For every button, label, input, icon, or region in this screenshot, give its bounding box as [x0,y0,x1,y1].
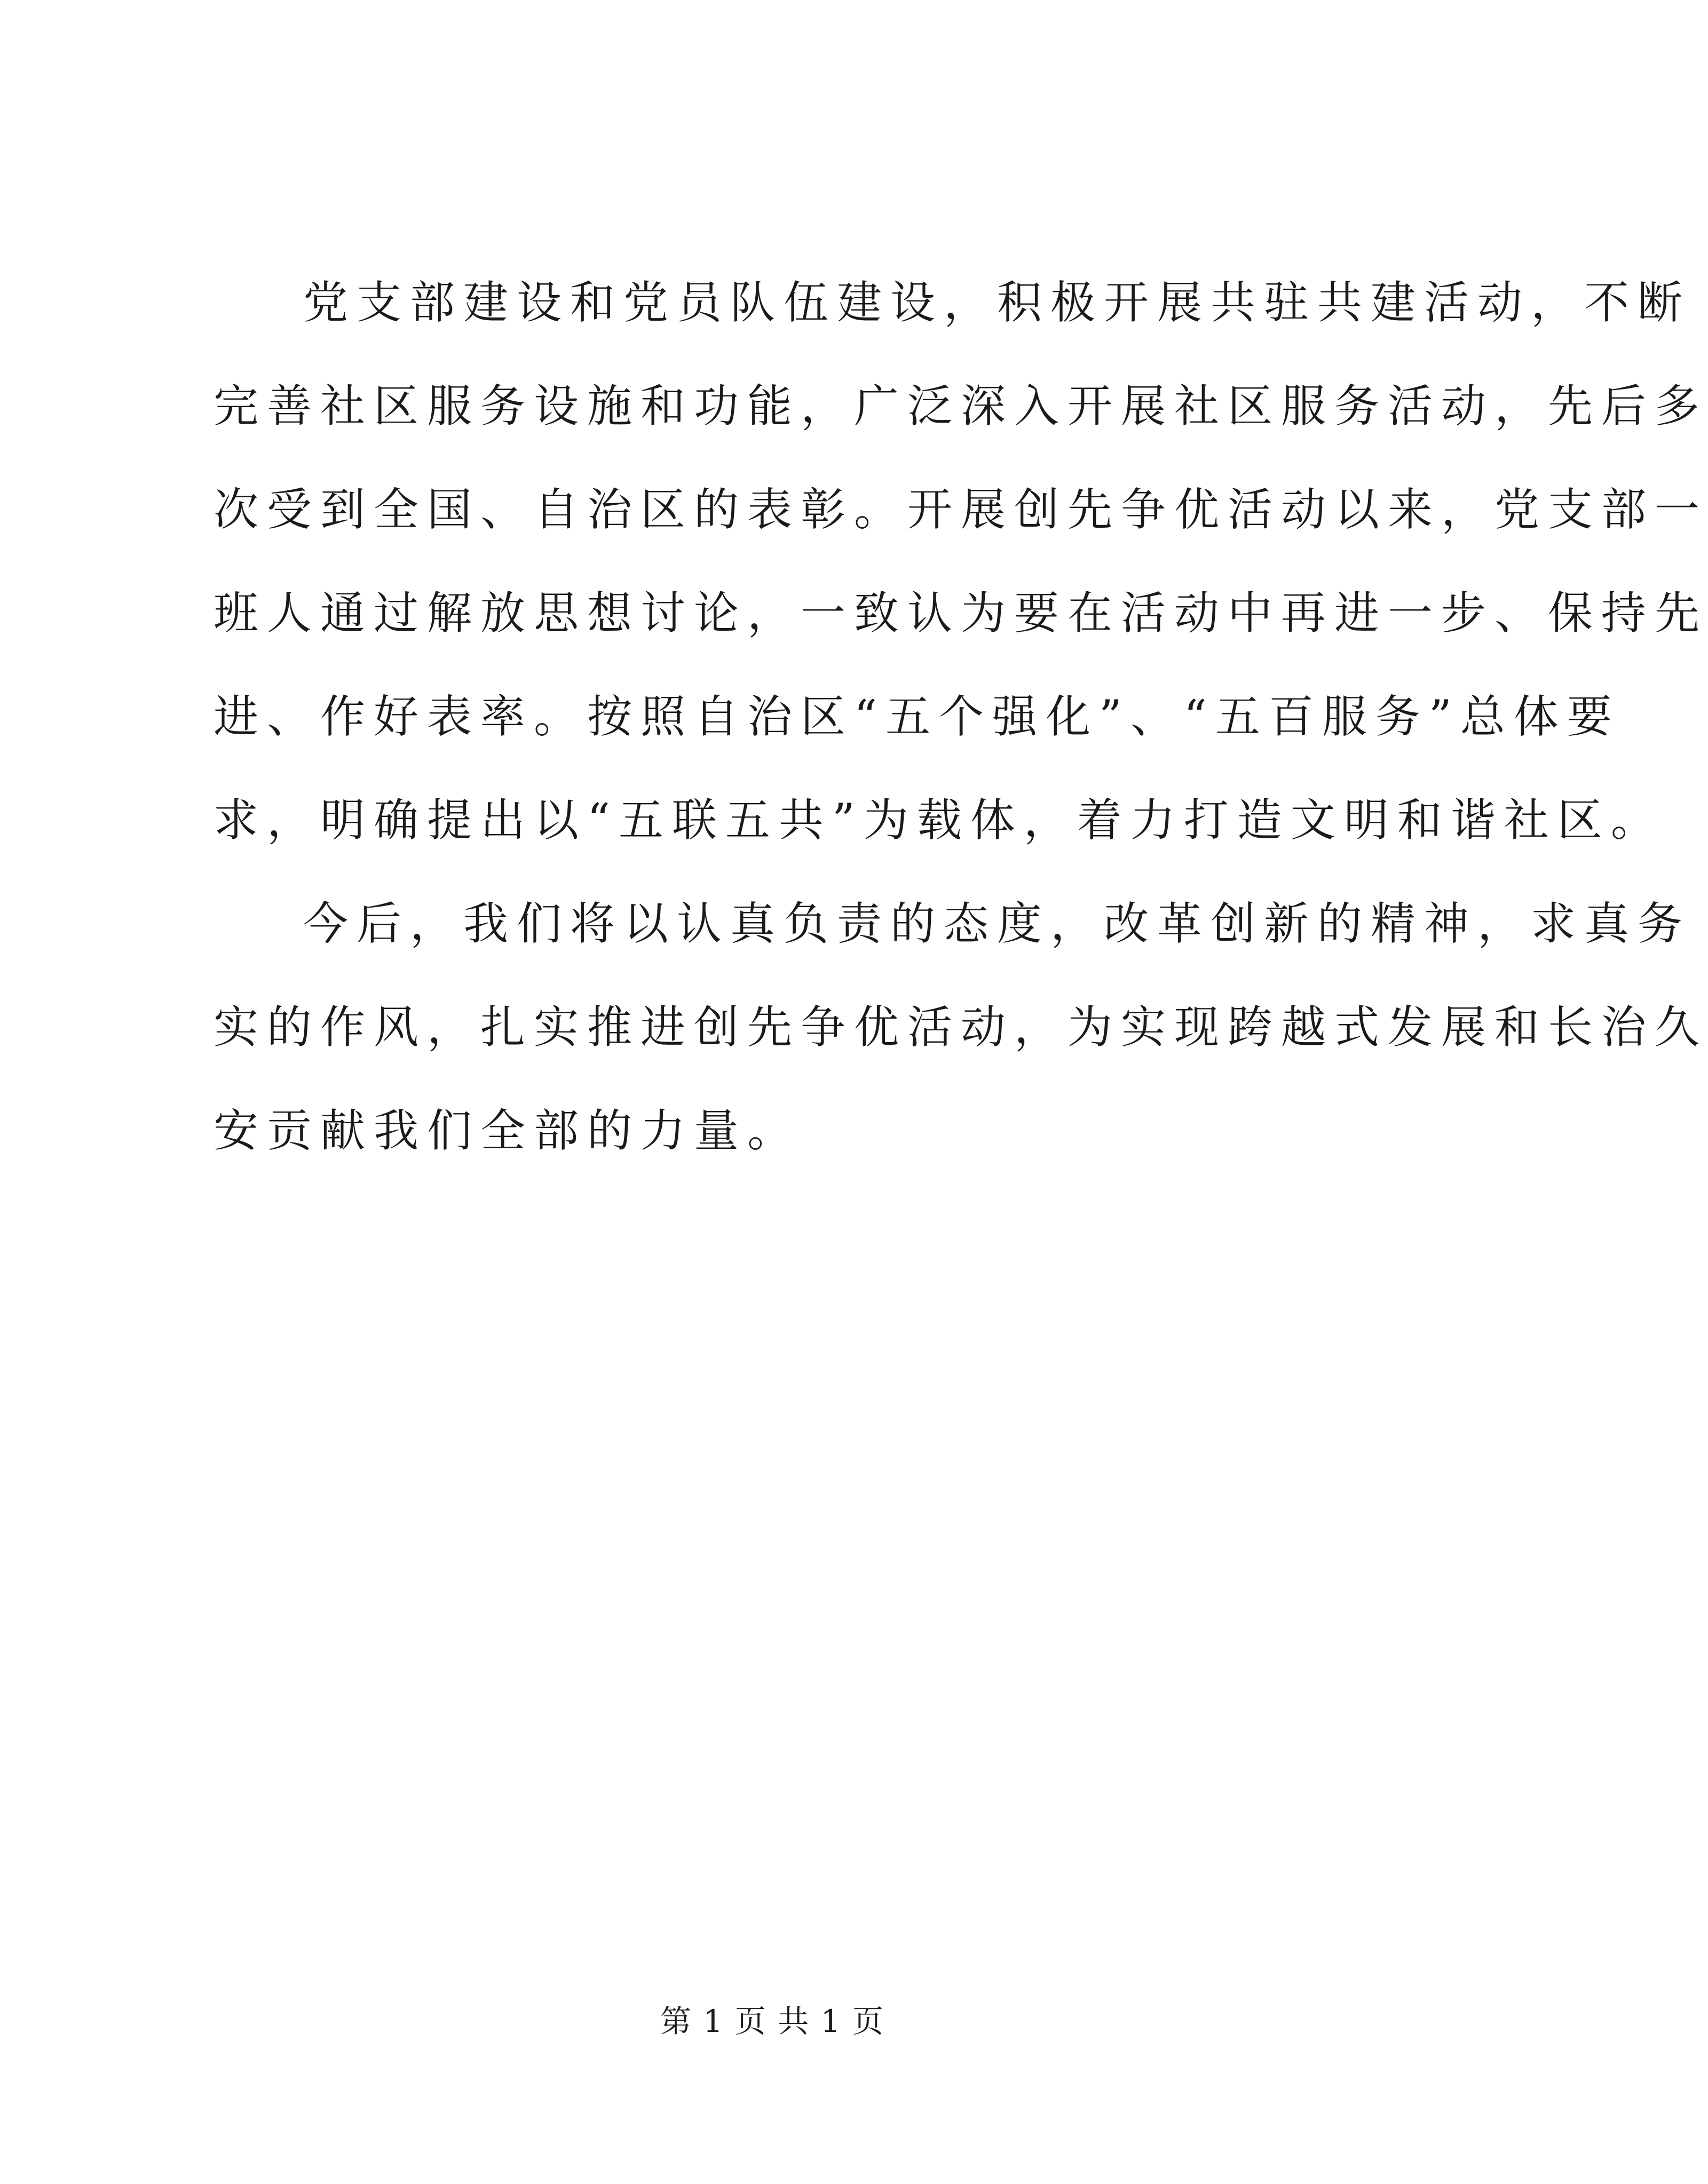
text-line: 进、作好表率。按照自治区“五个强化”、“五百服务”总体要 [213,690,1620,743]
text-line: 完善社区服务设施和功能，广泛深入开展社区服务活动，先后多 [213,380,1708,432]
paragraph-2 [213,872,1708,1182]
text-line: 求，明确提出以“五联五共”为载体，着力打造文明和谐社区。 [213,794,1664,846]
paragraph-1 [213,251,1708,872]
text-line: 次受到全国、自治区的表彰。开展创先争优活动以来，党支部一 [213,483,1708,536]
text-line: 今后，我们将以认真负责的态度，改革创新的精神，求真务 [303,898,1691,950]
text-line: 党支部建设和党员队伍建设，积极开展共驻共建活动，不断 [303,276,1691,329]
text-line: 实的作风，扎实推进创先争优活动，为实现跨越式发展和长治久 [213,1001,1708,1053]
page-footer: 第 1 页 共 1 页 [660,2003,884,2039]
text-line: 班人通过解放思想讨论，一致认为要在活动中再进一步、保持先 [213,587,1708,639]
text-line: 安贡献我们全部的力量。 [213,1105,801,1157]
document-body [213,251,1708,1182]
